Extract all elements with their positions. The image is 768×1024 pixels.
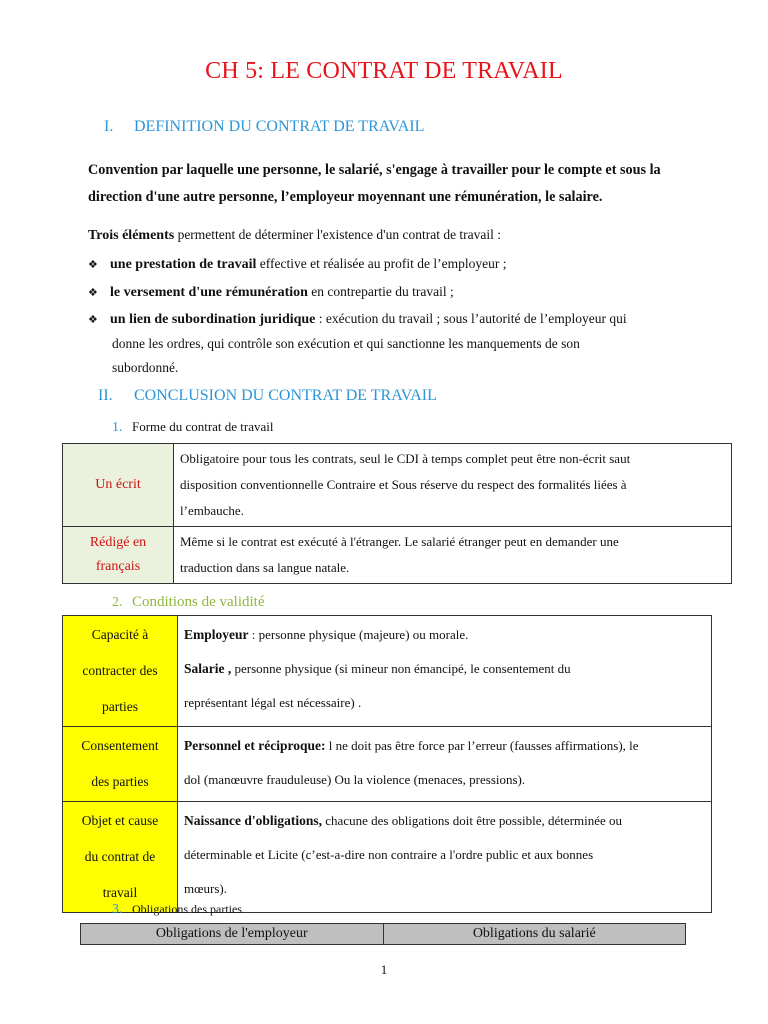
section-2-heading <box>98 387 437 405</box>
table-row <box>63 527 732 584</box>
bullet-1-text: effective et réalisée au profit de l’employeur ; <box>256 256 507 271</box>
subsection-1-heading <box>112 419 274 436</box>
cond-capacite-text-3: représentant légal est nécessaire) . <box>184 695 362 710</box>
cond-label-objet <box>63 802 178 913</box>
cond-label-consentement <box>63 727 178 802</box>
section-1-heading <box>104 118 424 136</box>
bullet-item-3 <box>88 307 688 380</box>
diamond-bullet-icon: ❖ <box>88 287 98 299</box>
cond-consentement-text-2: dol (manœuvre frauduleuse) Ou la violence (menaces, pressions). <box>184 772 526 787</box>
table-row <box>81 924 686 945</box>
forme-ecrit-line-1: Obligatoire pour tous les contrats, seul le CDI à temps complet peut être non-écrit saut <box>180 451 631 466</box>
cond-objet-text-1: chacune des obligations doit être possible, déterminée ou <box>322 813 623 828</box>
subsection-2-number: 2. <box>112 595 123 610</box>
forme-francais-line-2: traduction dans sa langue natale. <box>180 560 350 575</box>
definition-line-1: Convention par laquelle une personne, le salarié, s'engage à travailler pour le compte et sous la <box>88 162 661 178</box>
obligations-table <box>80 923 686 945</box>
bullet-2-text: en contrepartie du travail ; <box>307 284 454 299</box>
intro-rest: permettent de déterminer l'existence d'un contrat de travail : <box>174 227 502 242</box>
section-2-number: II. <box>98 387 113 404</box>
forme-table <box>62 443 732 584</box>
diamond-bullet-icon: ❖ <box>88 259 98 271</box>
forme-francais-label-1: Rédigé en <box>89 535 147 550</box>
bullet-3-text: : exécution du travail ; sous l’autorité de l’employeur qui <box>315 311 627 326</box>
diamond-bullet-icon: ❖ <box>88 314 98 326</box>
forme-francais-line-1: Même si le contrat est exécuté à l'étranger. Le salarié étranger peut en demander une <box>180 534 619 549</box>
table-row <box>63 444 732 527</box>
cond-capacite-text-2: personne physique (si mineur non émancipé, le consentement du <box>231 661 571 676</box>
forme-text-francais <box>174 527 732 584</box>
cond-label-capacite <box>63 616 178 727</box>
cond-objet-bold: Naissance d'obligations, <box>184 813 323 828</box>
subsection-3-title: Obligations des parties <box>132 902 242 916</box>
subsection-1-number: 1. <box>112 420 123 435</box>
bullet-item-2 <box>88 280 688 305</box>
cond-capacite-text-1: : personne physique (majeure) ou morale. <box>248 627 469 642</box>
section-2-title: CONCLUSION DU CONTRAT DE TRAVAIL <box>134 387 437 404</box>
cond-consentement-bold: Personnel et réciproque: <box>184 738 326 753</box>
bullet-1-bold: une prestation de travail <box>110 257 257 272</box>
bullet-3-cont-2: subordonné. <box>112 360 179 375</box>
obligations-employeur-header: Obligations de l'employeur <box>81 924 384 945</box>
cond-objet-text-3: mœurs). <box>184 881 227 896</box>
obligations-salarie-header: Obligations du salarié <box>383 924 686 945</box>
forme-label-francais <box>63 527 174 584</box>
cond-capacite-label-1: Capacité à <box>91 627 149 642</box>
page-number: 1 <box>380 962 388 977</box>
cond-objet-label-2: du contrat de <box>84 849 156 864</box>
cond-capacite-label-2: contracter des <box>82 663 158 678</box>
section-1-number: I. <box>104 118 114 135</box>
cond-objet-text-2: déterminable et Licite (c’est-a-dire non contraire a l'ordre public et aux bonnes <box>184 847 594 862</box>
table-row <box>63 802 712 913</box>
bullet-item-1 <box>88 252 688 277</box>
cond-consentement-text-1: l ne doit pas être force par l’erreur (fausses affirmations), le <box>325 738 639 753</box>
forme-ecrit-line-2: disposition conventionnelle Contraire et Sous réserve du respect des formalités liées à <box>180 477 627 492</box>
table-row <box>63 727 712 802</box>
cond-consentement-label-2: des parties <box>91 774 149 789</box>
subsection-3-number: 3. <box>112 902 123 917</box>
forme-ecrit-line-3: l’embauche. <box>180 503 244 518</box>
subsection-3-heading <box>112 902 242 918</box>
cond-text-capacite <box>178 616 712 727</box>
subsection-2-heading <box>112 594 265 611</box>
subsection-1-title: Forme du contrat de travail <box>132 419 274 434</box>
bullet-2-bold: le versement d'une rémunération <box>110 285 308 300</box>
forme-label-ecrit: Un écrit <box>63 444 174 527</box>
cond-capacite-bold-2: Salarie , <box>184 661 232 676</box>
cond-text-objet <box>178 802 712 913</box>
cond-consentement-label-1: Consentement <box>81 738 159 753</box>
conditions-table <box>62 615 712 913</box>
cond-objet-label-1: Objet et cause <box>81 813 159 828</box>
definition-paragraph <box>88 157 688 211</box>
cond-text-consentement <box>178 727 712 802</box>
definition-line-2: direction d'une autre personne, l’employeur moyennant une rémunération, le salaire. <box>88 189 603 205</box>
page-title: CH 5: LE CONTRAT DE TRAVAIL <box>205 58 563 84</box>
cond-capacite-label-3: parties <box>102 699 138 714</box>
forme-text-ecrit <box>174 444 732 527</box>
table-row <box>63 616 712 727</box>
cond-objet-label-3: travail <box>102 885 138 900</box>
subsection-2-title: Conditions de validité <box>132 594 265 610</box>
bullet-3-cont-1: donne les ordres, qui contrôle son exécution et qui sanctionne les manquements de son <box>112 336 580 351</box>
section-1-title: DEFINITION DU CONTRAT DE TRAVAIL <box>134 118 425 135</box>
cond-capacite-bold-1: Employeur <box>184 627 249 642</box>
forme-francais-label-2: français <box>95 559 141 574</box>
intro-bold: Trois éléments <box>88 228 175 243</box>
bullet-3-bold: un lien de subordination juridique <box>110 312 316 327</box>
intro-line <box>88 227 501 244</box>
